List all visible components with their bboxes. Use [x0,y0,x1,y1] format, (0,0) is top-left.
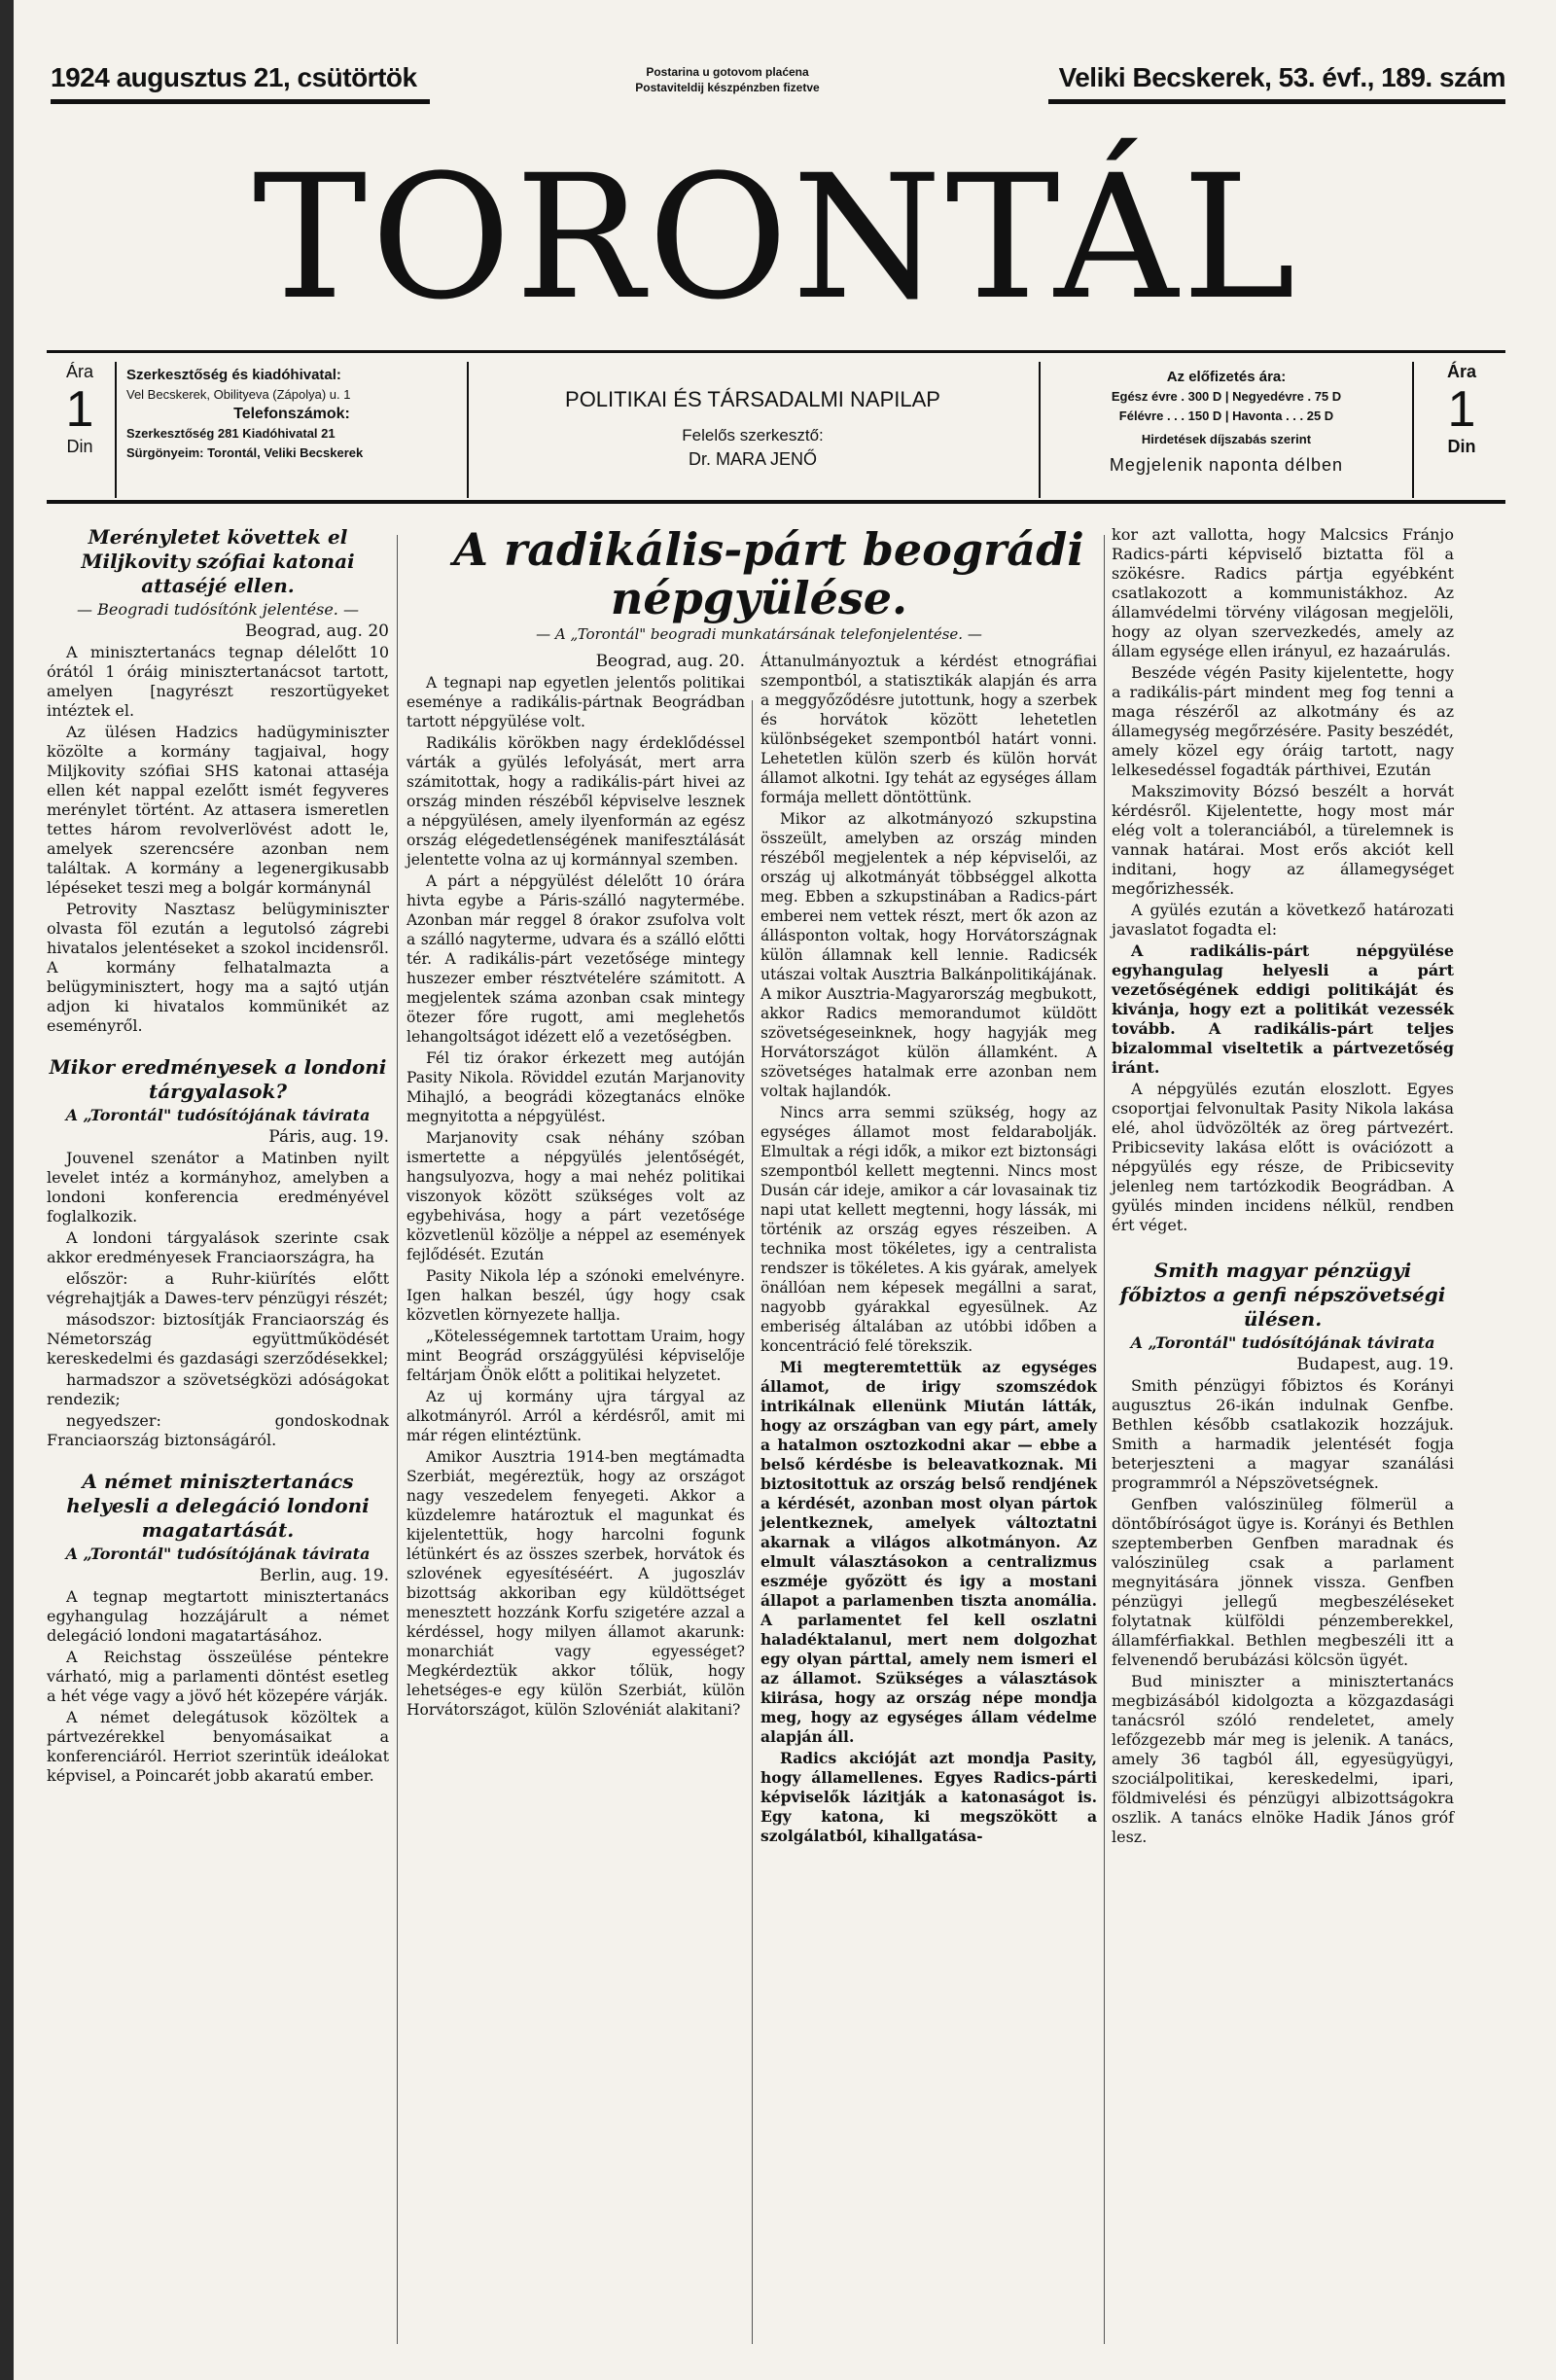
header-info-box [47,362,1505,498]
lead-article-title: A radikális-párt beográdi népgyülése. [453,523,1084,624]
column-divider [752,700,753,2344]
paragraph: A tegnap megtartott minisztertanács egyhangulag hozzájárult a német delegáció londoni magatartásához. [47,1587,389,1645]
dateline: Beograd, aug. 20. [595,652,745,671]
phones: Szerkesztőség 281 Kiadóhivatal 21 [126,426,336,441]
price-value: 1 [1447,381,1476,438]
top-info-line [27,58,1525,126]
article-headline: Smith magyar pénzügyi főbiztos a genfi népszövetségi ülésen. [1119,1259,1446,1331]
postal-line-2: Postaviteldij készpénzben fizetve [635,81,820,94]
paragraph: A londoni tárgyalások szerinte csak akkor eredményesek Franciaországra, ha [47,1228,389,1266]
price-box-right [1418,362,1505,498]
paragraph: kor azt vallotta, hogy Malcsics Fránjo Radics-párti képviselő biztatta föl a szökésre. Radics pártja egyébként csatlakozott a kommunistákhoz. Az államvédelmi törvény világosan megjelöli, hogy az olyan szervezkedés, amely az állam egysége ellen irányul, ez hazaárulás. [1112,525,1454,660]
paragraph: Mikor az alkotmányozó szkupstina összeült, amelyben az ország minden részéből megjelentek a nép képviselői, az ország uj alkotmányát többséggel alkotta meg. Ebben a szkupstinában a Radics-párt emberei nem vettek részt, mert ők azon az állásponton voltak, hogy Horvátországnak külön államnak kell lennie. Radicsék utászai voltak Ausztria Balkánpolitikájának. A mikor Ausztria-Magyarország megbukott, akkor Radics memorandumot küldött szövetségeseinknek, hogy hagyják meg Horvátországot külön államként. A szövetséges hatalmak erre azonban nem voltak hajlandók. [760,810,1097,1100]
masthead-rule [47,350,1505,353]
paragraph: „Kötelességemnek tartottam Uraim, hogy mint Beográd országgyülési képviselője feltárjam Önök előtt a politikai helyzetet. [407,1328,745,1384]
paragraph: Az ülésen Hadzics hadügyminiszter közölte a kormány tagjaival, hogy Miljkovity szófiai SHS katonai attaséja ellen két nappal ezelőtt ismét fegyveres merénylet történt. Az attasera ismeretlen tettes három revolverlövést adott le, amelyek szerencsére azonban nem találtak. A kormány a legenergikusabb lépéseket teszi meg a bolgár kormánynál [47,723,389,897]
paragraph: Marjanovity csak néhány szóban ismertette a népgyülés jelentőségét, hangsulyozva, hogy a mai nehéz politikai viszonyok között szükséges volt az egybehivása, hogy a párt vezetősége közvetlenül közölje a néppel az események fejlődését. Ezután [407,1129,745,1263]
ads-note: Hirdetések díjszabás szerint [1141,432,1312,446]
article-byline: A „Torontál" tudósítójának távirata [65,1545,371,1563]
paragraph: Amikor Ausztria 1914-ben megtámadta Szerbiát, megéreztük, hogy az országot nagy veszedelem fenyegeti. Akkor a küzdelemre határoztuk el magunkat és kijelentettük, hogy harcolni fogunk létünkért és az összes szerbek, horvátok és szlovének egyesítéséért. A jugoszláv bizottság akkoriban egy küldöttséget menesztett hozzánk Korfu szigetére azzal a kérdéssel, hogy milyen államot akarunk: monarchiát vagy egyességet? Megkérdeztük akkor tőlük, hogy lehetséges-e egy külön Szerbiát, külön Horvátországot, külön Szlovéniát alakitani? [407,1448,745,1719]
article-byline: — Beogradi tudósítónk jelentése. — [77,600,359,619]
paragraph: A radikális-párt népgyülése egyhangulag helyesli a párt vezetőségének eddigi politikáját és kivánja, hogy ezt a politikát vezessék tovább. A radikális-párt teljes bizalommal viseltetik a pártvezetőség iránt. [1112,941,1454,1077]
dateline: Páris, aug. 19. [268,1127,389,1147]
issue-number: Veliki Becskerek, 53. évf., 189. szám [1058,62,1505,92]
paragraph: A Reichstag összeülése péntekre várható, mig a parlamenti döntést esetleg a hét vége vagy a jövő hét közepére várják. [47,1648,389,1705]
office-address: Vel Becskerek, Obilityeva (Zápolya) u. 1 [126,387,351,402]
subscription-line-2: Félévre . . . 150 D | Havonta . . . 25 D [1118,409,1334,423]
paragraph: harmadszor a szövetségközi adóságokat rendezik; [47,1370,389,1408]
paragraph: Smith pénzügyi főbiztos és Korányi augusztus 26-ikán indulnak Genfbe. Bethlen később csatlakozik hozzájuk. Smith a harmadik jelentését fogja beterjeszteni a magyar szanálási programmról a Népszövetségnek. [1112,1376,1454,1492]
price-box-left [47,362,113,498]
article-headline: A német minisztertanács helyesli a delegáció londoni magatartását. [66,1470,370,1542]
paragraph: Jouvenel szenátor a Matinben nyilt levelet intéz a kormányhoz, amelyben a londoni konferencia eredményével foglalkozik. [47,1149,389,1226]
appears-note: Megjelenik naponta délben [1109,455,1344,475]
paragraph: Mi megteremtettük az egységes államot, de irigy szomszédok intrikálnak ellenünk Miután látták, hogy az országban van egy párt, amely a hatalmon osztozkodni akar — ebbe a belső kérdésbe is beleavatkoznak. Mi biztositottuk az ország belső rendjének a kérdését, azonban most olyan pártok jelentkeznek, amelyek változtatni akarnak a világos alkotmányon. Az elmult választásokon a centralizmus eszméje győzött és igy a mostani állapot a parlamenben tiszta anomália. A parlamentet fel kell oszlatni haladéktalanul, mert nem dolgozhat egy olyan párttal, amely nem ismeri el az államot. Szükséges a választások kiirása, hogy az ország népe mondja meg, hogy az egységes állam védelme alapján áll. [760,1358,1097,1746]
editor-label: Felelős szerkesztő: [682,426,824,444]
paragraph: Radikális körökben nagy érdeklődéssel várták a gyülés lefolyását, mert arra számitottak, hogy a radikális-párt hivei az ország minden részéből képviselve lesznek a népgyülésen, amely ilyenformán az egész ország elégedetlenségének manifesztálását jelentette volna az uj kormánnyal szemben. [407,734,745,869]
issue-date: 1924 augusztus 21, csütörtök [51,62,417,92]
column-divider [397,535,398,2344]
paragraph: A népgyülés ezután eloszlott. Egyes csoportjai felvonultak Pasity Nikola lakása elé, ahol üdvözölték az öreg pártvezért. Pribicsevity lakása előtt is ovációzott a népgyülés egy része, de Pribicsevity jelenleg nem tartózkodik Beográdban. A gyülés minden incidens nélkül, rendben ért véget. [1112,1080,1454,1234]
paragraph: Radics akcióját azt mondja Pasity, hogy államellenes. Egyes Radics-párti képviselők lázitják a katonaságot is. Egy katona, ki megszökött a szolgálatból, kihallgatása- [760,1749,1097,1845]
paragraph: Áttanulmányoztuk a kérdést etnográfiai szempontból, a statisztikák alapján és arra a meggyőződésre jutottunk, hogy a szerbek és horvátok között lehetetlen különbségeket szempontból határt vonni. Lehetetlen külön szerb és külön horvát államot alkotni. Igy tehát az egységes állam formája mellett döntöttünk. [760,653,1097,806]
column-4 [1112,525,1454,1849]
paragraph: Pasity Nikola lép a szónoki emelvényre. Igen halkan beszél, úgy hogy csak közvetlen környezete hallja. [407,1267,745,1324]
article-byline: A „Torontál" tudósítójának távirata [1130,1333,1435,1352]
paragraph: A tegnapi nap egyetlen jelentős politikai eseménye a radikális-pártnak Beográdban tartott népgyülése volt. [407,674,745,730]
price-unit: Din [1447,437,1476,456]
divider [115,362,117,498]
column-divider [1104,535,1105,2344]
dateline: Budapest, aug. 19. [1296,1355,1454,1374]
article-headline: Mikor eredményesek a londoni tárgyalasok? [49,1055,387,1103]
lead-article-byline: — A „Torontál" beogradi munkatársának telefonjelentése. — [536,625,982,643]
paragraph: Makszimovity Bózsó beszélt a horvát kérdésről. Kijelentette, hogy most már elég volt a toleranciából, a türelemnek is vannak határai. Most erős akciót kell inditani, hogy az államegységet megőrizhessék. [1112,782,1454,898]
lead-article-title-block [407,525,1112,646]
office-title: Szerkesztőség és kiadóhivatal: [126,367,341,383]
column-1 [47,525,389,1788]
dateline: Beograd, aug. 20 [244,622,389,641]
paragraph: Petrovity Nasztasz belügyminiszter olvasta föl ezután a legutolsó zágrebi hivatalos jelentéseket a szokol incidensről. A kormány felhatalmazta a belügyminisztert, hogy ma a sajtó utján adjon ki hivatalos kommünikét az eseményről. [47,900,389,1035]
paragraph: Fél tiz órakor érkezett meg autóján Pasity Nikola. Röviddel ezután Marjanovity Mihajló, a beográdi közegtanács elnöke megnyitotta a népgyülést. [407,1049,745,1125]
subscription-line-1: Egész évre . 300 D | Negyedévre . 75 D [1111,389,1342,404]
masthead-title: TORONTÁL [252,138,1300,337]
divider [467,362,469,498]
subscription-info [1046,362,1406,504]
paragraph: másodszor: biztosítják Franciaország és Németország együttműködését kereskedelmi és gazdasági szerződésekkel; [47,1310,389,1368]
page-binding-edge [0,0,14,2380]
article-byline: A „Torontál" tudósítójának távirata [65,1106,371,1124]
phones-title: Telefonszámok: [233,406,350,422]
paragraph: Az uj kormány ujra tárgyal az alkotmányról. Arról a kérdésről, amit mi már régen elintéztünk. [407,1388,745,1444]
paper-subtitle: POLITIKAI ÉS TÁRSADALMI NAPILAP [565,387,940,411]
paragraph: A német delegátusok közöltek a pártvezérekkel benyomásaikat a konferenciáról. Herriot szerintük ideálokat képvisel, a Poincarét jobb akaratú ember. [47,1708,389,1785]
header-bottom-rule [47,500,1505,504]
column-3 [760,652,1097,1848]
office-info [126,362,457,502]
price-label: Ára [65,362,93,381]
postal-line-1: Postarina u gotovom plaćena [646,65,809,79]
dateline: Berlin, aug. 19. [259,1566,389,1585]
price-label: Ára [1446,362,1476,381]
paragraph: Bud miniszter a minisztertanács megbizásából kidolgozta a közgazdasági tanácsról szóló rendeletet, amely lefőzgezebb már meg is jelenik. A tanács, amely 36 tagból áll, egyesügyügyi, szociálpolitikai, kereskedelmi, ipari, földmivelési és pénzügyi albizottságokra oszlik. A tanács elnöke Hadik János gróf lesz. [1112,1672,1454,1846]
paragraph: A minisztertanács tegnap délelőtt 10 órától 1 óráig minisztertanácsot tartott, amelyen [nagyrészt reszortügyeket intéztek el. [47,643,389,720]
paragraph: először: a Ruhr-kiürítés előtt végrehajtják a Dawes-terv pénzügyi részét; [47,1269,389,1307]
telegram-address: Sürgönyeim: Torontál, Veliki Becskerek [126,445,364,460]
divider [1412,362,1414,498]
paragraph: A gyülés ezután a következő határozati javaslatot fogadta el: [1112,901,1454,939]
paragraph: negyedszer: gondoskodnak Franciaország biztonságáról. [47,1411,389,1449]
paragraph: Beszéde végén Pasity kijelentette, hogy a radikális-párt mindent meg fog tenni a maga részéről az alkotmány és az államegység megőrzésére. Pasity beszédét, amely közel egy óráig tartott, nagy lelkesedéssel fogadták párthivei, Ezután [1112,663,1454,779]
paragraph: A párt a népgyülést délelőtt 10 órára hivta egybe a Páris-szálló nagytermébe. Azonban már reggel 8 órakor zsufolva volt a szálló nagyterme, udvara és a szálló előtti tér. A radikális-párt vezetősége mintegy huszezer ember résztvételére számitott. A megjelentek száma azonban csak mintegy ötezer főre rugott, ami meglehetős lehangoltságot idézett elő a vezetőségben. [407,872,745,1046]
date-underline [51,99,430,104]
issue-underline [1048,99,1505,104]
article-headline: Merényletet követtek el Miljkovity szófiai katonai attaséjé ellen. [81,525,355,597]
editor-name: Dr. MARA JENŐ [688,449,818,469]
subscription-title: Az előfizetés ára: [1166,369,1287,385]
price-unit: Din [66,437,93,456]
paragraph: Nincs arra semmi szükség, hogy az egységes államot most feldarabolják. Elmultak a régi idők, a mikor ezt biztonsági szempontból kellett megtenni. Nincs most Dusán cár ideje, amikor a cár lovasainak tiz napi utat kellett megtenni, hogy lássák, mi történik az ország egyes részeiben. A technika most tökéletes, igy a centralista rendszer is tökéletes. A kis gyárak, amelyek önállóan nem képesek megállni a sarat, nagyobb gyárakkal egyesülnek. Az emberiség általában az utóbbi időben a koncentráció felé törekszik. [760,1104,1097,1355]
postal-note [601,64,854,95]
price-value: 1 [65,381,94,438]
paragraph: Genfben valószinüleg fölmerül a döntőbíróságot ügye is. Korányi és Bethlen szeptemberben Genfben maradnak és valószinüleg csak a parlament megnyitására jönnek vissza. Genfben pénzügyi jellegű megbeszéléseket folytatnak külföldi pénzemberekkel, államférfiakkal. Bethlen megbeszéli itt a felvenendő berubázási kölcsön ügyét. [1112,1495,1454,1669]
divider [1039,362,1041,498]
